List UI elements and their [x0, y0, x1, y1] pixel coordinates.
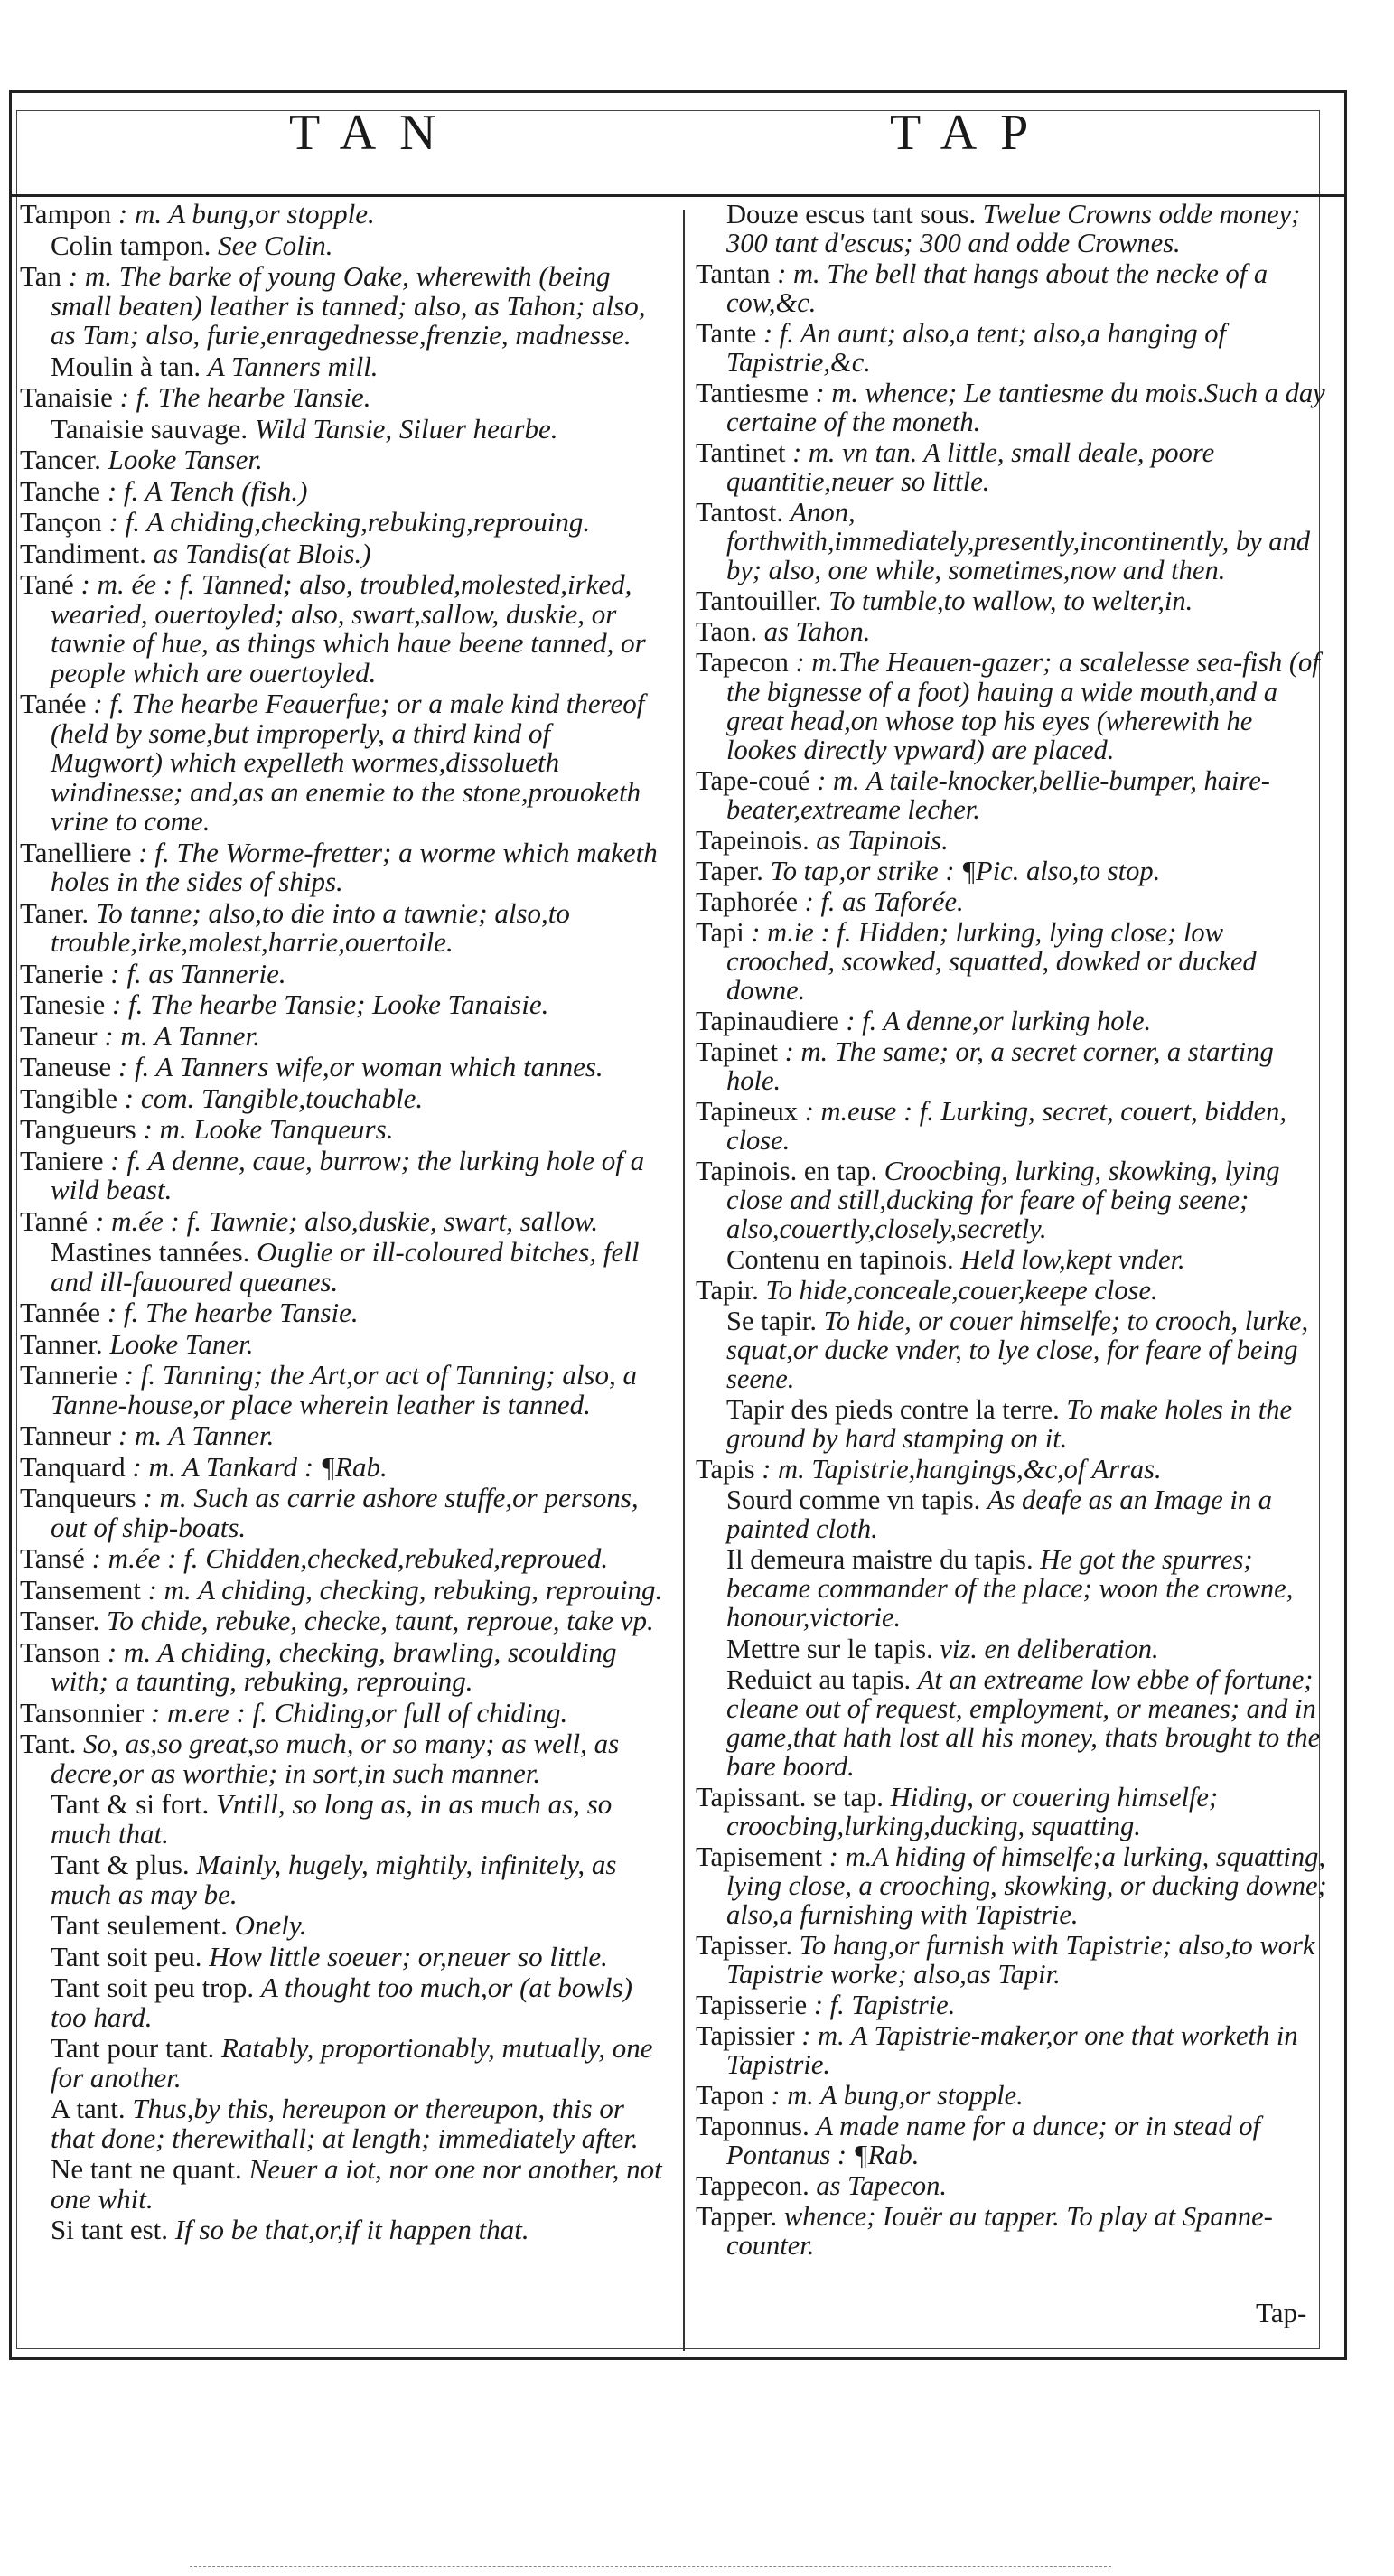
entry-definition: : m.ée : f. Tawnie; also,duskie, swart, sallow. — [95, 1204, 599, 1237]
dictionary-entry — [696, 2112, 1328, 2169]
dictionary-entry — [20, 2034, 663, 2093]
entry-headword: Tantiesme — [696, 378, 809, 409]
dictionary-entry — [696, 2021, 1328, 2079]
entry-headword: Tannée — [20, 1297, 101, 1328]
dictionary-entry — [20, 1973, 663, 2032]
dictionary-entry — [696, 1097, 1328, 1155]
footer-trim-line — [190, 2566, 1111, 2567]
entry-headword: Tantouiller. — [696, 585, 822, 617]
entry-definition: To tumble,to wallow, to welter,in. — [828, 585, 1193, 617]
entry-definition: At an extreame low ebbe of fortune; cleane out of request, employment, or meanes; and in game,that hath lost all his money, thats brought to the bare boord. — [726, 1663, 1321, 1782]
dictionary-entry — [20, 1729, 663, 1788]
dictionary-entry — [696, 648, 1328, 763]
dictionary-entry — [696, 1665, 1328, 1781]
entry-headword: Si tant est. — [51, 2214, 169, 2245]
entry-headword: Tampon — [20, 198, 112, 229]
entry-headword: Tant pour tant. — [51, 2032, 215, 2064]
entry-headword: Tante — [696, 318, 757, 350]
entry-headword: Tant soit peu. — [51, 1940, 202, 1972]
dictionary-entry — [696, 1455, 1328, 1484]
entry-headword: Tapisser. — [696, 1929, 793, 1961]
dictionary-entry — [696, 857, 1328, 885]
entry-definition: Thus,by this, hereupon or thereupon, this or that done; therewithall; at length; immediately after. — [51, 2093, 639, 2154]
entry-definition: Looke Tanser. — [108, 444, 263, 475]
entry-definition: : m. Looke Tanqueurs. — [143, 1113, 394, 1145]
entry-headword: Tansonnier — [20, 1696, 145, 1728]
dictionary-entry — [20, 1361, 663, 1419]
entry-definition: as Tapinois. — [816, 824, 949, 856]
entry-definition: Ouglie or ill-coloured bitches, fell and ill-fauoured queanes. — [51, 1236, 640, 1297]
entry-definition: : m. vn tan. A little, small deale, poore quantitie,neuer so little. — [726, 437, 1215, 498]
entry-headword: Tansé — [20, 1542, 85, 1574]
entry-headword: Taponnus. — [696, 2111, 809, 2141]
entry-definition: : m.euse : f. Lurking, secret, couert, bidden, close. — [726, 1095, 1287, 1156]
entry-definition: : f. The hearbe Tansie. — [107, 1297, 359, 1328]
entry-definition: : m. A Tanner. — [117, 1419, 275, 1451]
entry-headword: Tanaisie — [20, 381, 113, 413]
entry-definition: See Colin. — [218, 229, 333, 261]
entry-definition: : f. A Tanners wife,or woman which tannes. — [117, 1051, 603, 1082]
entry-definition: : f. Tanning; the Art,or act of Tanning; also, a Tanne-house,or place wherein leather is tanned. — [51, 1359, 637, 1420]
entry-definition: : com. Tangible,touchable. — [124, 1082, 424, 1114]
entry-definition: : f. The hearbe Tansie. — [119, 381, 371, 413]
entry-headword: Tappecon. — [696, 2170, 809, 2202]
entry-definition: : f. A Tench (fish.) — [107, 474, 308, 507]
dictionary-entry — [696, 918, 1328, 1005]
entry-headword: Taner. — [20, 896, 89, 929]
dictionary-entry — [696, 379, 1328, 436]
dictionary-entry — [696, 1037, 1328, 1095]
dictionary-entry — [20, 1790, 663, 1849]
column-divider — [683, 210, 685, 2351]
entry-definition: Looke Taner. — [109, 1327, 254, 1360]
entry-definition: : f. An aunt; also,a tent; also,a hanging of Tapistrie,&c. — [726, 318, 1226, 379]
entry-definition: He got the spurres; became commander of the place; woon the crowne, honour,victorie. — [726, 1544, 1294, 1634]
dictionary-entry — [20, 896, 663, 958]
entry-headword: Tant soit peu trop. — [51, 1972, 255, 2003]
entry-headword: Tanné — [20, 1204, 89, 1237]
dictionary-entry — [696, 766, 1328, 824]
entry-headword: Contenu en tapinois. — [726, 1244, 954, 1276]
right-column — [696, 200, 1328, 2262]
entry-headword: Tanneur — [20, 1419, 112, 1451]
dictionary-entry — [20, 957, 663, 989]
entry-definition: : f. The hearbe Feauerfue; or a male kind thereof (held by some,but improperly, a third kind of Mugwort) which expelleth wormes,dissolueth windinesse; and,as an enemie to the stone,prouoketh vrine to come. — [51, 688, 645, 837]
entry-definition: : m.ie : f. Hidden; lurking, lying close; low crooched, scowked, squatted, dowked or ducked downe. — [726, 916, 1257, 1006]
entry-headword: Tapis — [696, 1454, 755, 1485]
entry-headword: Tancer. — [20, 444, 101, 475]
dictionary-entry — [696, 1276, 1328, 1305]
entry-headword: Tané — [20, 568, 74, 600]
entry-definition: A Tanners mill. — [207, 350, 379, 382]
entry-definition: viz. en deliberation. — [940, 1633, 1159, 1664]
entry-definition: : m. The bell that hangs about the necke of a cow,&c. — [726, 258, 1268, 319]
dictionary-entry — [20, 1019, 663, 1052]
entry-definition: If so be that,or,if it happen that. — [174, 2214, 529, 2245]
dictionary-entry — [20, 1421, 663, 1451]
dictionary-entry — [20, 412, 663, 445]
entry-definition: How little soeuer; or,neuer so little. — [209, 1940, 608, 1972]
entry-headword: Tant. — [20, 1728, 77, 1759]
entry-headword: Tape-coué — [696, 764, 810, 796]
dictionary-entry — [696, 2081, 1328, 2110]
entry-headword: Tanche — [20, 474, 101, 507]
entry-definition: A thought too much,or (at bowls) too hard. — [51, 1972, 632, 2033]
entry-definition: Onely. — [234, 1909, 307, 1941]
dictionary-entry — [20, 383, 663, 413]
dictionary-entry — [696, 200, 1328, 258]
entry-definition: Anon, forthwith,immediately,presently,incontinently, by and by; also, one while, sometimes,now and then. — [726, 497, 1311, 586]
entry-definition: Twelue Crowns odde money; 300 tant d'escus; 300 and odde Crownes. — [726, 199, 1301, 259]
dictionary-entry — [696, 887, 1328, 916]
entry-headword: Tapineux — [696, 1095, 799, 1127]
entry-definition: To hide,conceale,couer,keepe close. — [765, 1275, 1158, 1307]
entry-headword: Sourd comme vn tapis. — [726, 1485, 981, 1516]
entry-headword: Taneuse — [20, 1051, 112, 1082]
dictionary-entry — [696, 2202, 1328, 2260]
dictionary-entry — [696, 826, 1328, 855]
entry-definition: : f. A denne,or lurking hole. — [846, 1005, 1152, 1036]
entry-headword: Tapir. — [696, 1275, 759, 1307]
entry-definition: as Tahon. — [763, 616, 871, 648]
dictionary-entry — [696, 1783, 1328, 1841]
entry-headword: Tannerie — [20, 1359, 117, 1391]
entry-headword: Tanser. — [20, 1605, 100, 1636]
entry-definition: : m. A bung,or stopple. — [117, 198, 375, 229]
entry-definition: whence; Iouër au tapper. To play at Spanne-counter. — [726, 2201, 1273, 2262]
dictionary-entry — [20, 1850, 663, 1909]
entry-definition: : f. The hearbe Tansie; Looke Tanaisie. — [111, 988, 549, 1020]
dictionary-entry — [20, 2094, 663, 2153]
entry-headword: Tapon — [696, 2079, 764, 2111]
entry-definition: To hide, or couer himselfe; to crooch, lurke, squat,or ducke vnder, to lye close, for feare of being seene. — [726, 1306, 1309, 1395]
entry-headword: Taon. — [696, 616, 758, 648]
dictionary-entry — [696, 319, 1328, 377]
running-head-left: TAN — [289, 105, 460, 161]
catchword: Tap- — [1256, 2297, 1307, 2328]
entry-headword: Taniere — [20, 1144, 104, 1176]
dictionary-entry — [696, 438, 1328, 496]
entry-headword: Tapecon — [696, 647, 789, 679]
entry-headword: Tantinet — [696, 437, 786, 469]
entry-definition: : f. as Tannerie. — [110, 957, 286, 989]
dictionary-entry — [20, 1606, 663, 1636]
entry-headword: Tanson — [20, 1635, 101, 1668]
entry-definition: Wild Tansie, Siluer hearbe. — [254, 412, 558, 445]
dictionary-entry — [20, 1204, 663, 1237]
entry-definition: : m.A hiding of himselfe;a lurking, squatting, lying close, a crooching, skowking, or ducking downe; also,a furnishing with Tapistrie. — [726, 1841, 1327, 1930]
entry-definition: Ratably, proportionably, mutually, one for another. — [51, 2032, 653, 2094]
entry-headword: Taneur — [20, 1019, 98, 1052]
running-head-right: TAP — [890, 105, 1053, 161]
entry-definition: : m. The same; or, a secret corner, a starting hole. — [726, 1035, 1274, 1096]
entry-headword: Tanée — [20, 688, 87, 719]
entry-definition: : m. ée : f. Tanned; also, troubled,molested,irked, wearied, ouertoyled; also, swart,sallow, duskie, or tawnie of hue, as things which haue beene tanned, or people which are ouertoyled. — [51, 568, 646, 688]
entry-definition: : f. The Worme-fretter; a worme which maketh holes in the sides of ships. — [51, 836, 658, 897]
dictionary-entry — [696, 586, 1328, 615]
dictionary-entry — [20, 1298, 663, 1328]
entry-headword: Tansement — [20, 1573, 141, 1606]
entry-headword: Taphorée — [696, 885, 799, 917]
dictionary-entry — [20, 1573, 663, 1606]
entry-definition: : m. A Tankard : ¶Rab. — [132, 1450, 388, 1483]
entry-definition: : m. Tapistrie,hangings,&c,of Arras. — [762, 1454, 1162, 1485]
entry-headword: Tant & si fort. — [51, 1788, 210, 1820]
entry-definition: : m. A bung,or stopple. — [771, 2079, 1024, 2111]
dictionary-entry — [20, 508, 663, 538]
dictionary-entry — [696, 1395, 1328, 1453]
entry-headword: Il demeura maistre du tapis. — [726, 1544, 1034, 1576]
dictionary-entry — [20, 1544, 663, 1574]
entry-definition: : m.ée : f. Chidden,checked,rebuked,reproued. — [91, 1542, 609, 1574]
entry-headword: Tapinaudiere — [696, 1005, 839, 1036]
entry-definition: : m. A taile-knocker,bellie-bumper, haire-beater,extreame lecher. — [726, 764, 1270, 825]
dictionary-entry — [20, 990, 663, 1020]
entry-headword: Tangible — [20, 1082, 118, 1114]
entry-definition: Held low,kept vnder. — [960, 1244, 1185, 1276]
entry-definition: : m. A Tapistrie-maker,or one that worketh in Tapistrie. — [726, 2019, 1298, 2080]
dictionary-entry — [696, 1545, 1328, 1632]
entry-headword: Tant & plus. — [51, 1849, 190, 1880]
dictionary-entry — [696, 1991, 1328, 2019]
dictionary-entry — [20, 445, 663, 475]
dictionary-entry — [20, 352, 663, 382]
dictionary-entry — [20, 1144, 663, 1205]
dictionary-entry — [20, 1696, 663, 1728]
dictionary-entry — [20, 1911, 663, 1941]
entry-definition: So, as,so great,so much, or so many; as well, as decre,or as worthie; in sort,in such manner. — [51, 1728, 620, 1789]
dictionary-entry — [20, 1327, 663, 1360]
dictionary-entry — [20, 1940, 663, 1972]
dictionary-entry — [20, 200, 663, 229]
dictionary-entry — [20, 474, 663, 507]
dictionary-entry — [696, 259, 1328, 317]
entry-definition: : m.ere : f. Chiding,or full of chiding. — [151, 1696, 568, 1728]
entry-headword: Se tapir. — [726, 1306, 817, 1337]
entry-definition: To tanne; also,to die into a tawnie; also,to trouble,irke,molest,harrie,ouertoile. — [51, 896, 570, 958]
dictionary-entry — [20, 1484, 663, 1542]
dictionary-entry — [20, 2215, 663, 2245]
dictionary-entry — [20, 1238, 663, 1297]
dictionary-entry — [20, 262, 663, 351]
entry-headword: A tant. — [51, 2093, 126, 2124]
entry-definition: : f. A chiding,checking,rebuking,reprouing. — [108, 506, 591, 538]
entry-headword: Colin tampon. — [51, 229, 211, 261]
dictionary-entry — [696, 1157, 1328, 1243]
entry-definition: Vntill, so long as, in as much as, so much that. — [51, 1788, 613, 1850]
entry-definition: : m. Such as carrie ashore stuffe,or persons, out of ship-boats. — [51, 1482, 639, 1543]
dictionary-entry — [20, 2155, 663, 2214]
entry-definition: : m.The Heauen-gazer; a scalelesse sea-fish (of the bignesse of a foot) hauing a wide mouth,and a great head,on whose top his eyes (wherewith he lookes directly vpward) are placed. — [726, 647, 1320, 765]
entry-headword: Tapinois. en tap. — [696, 1156, 878, 1186]
entry-headword: Tandiment. — [20, 537, 146, 569]
entry-definition: As deafe as an Image in a painted cloth. — [726, 1485, 1272, 1545]
entry-definition: : m. whence; Le tantiesme du mois.Such a day certaine of the moneth. — [726, 378, 1325, 438]
entry-definition: A made name for a dunce; or in stead of Pontanus : ¶Rab. — [726, 2111, 1261, 2171]
entry-definition: To make holes in the ground by hard stamping on it. — [726, 1394, 1293, 1455]
entry-definition: as Tandis(at Blois.) — [153, 537, 371, 569]
dictionary-entry — [20, 1084, 663, 1114]
entry-definition: : f. as Taforée. — [804, 885, 964, 917]
entry-definition: : f. A denne, caue, burrow; the lurking hole of a wild beast. — [51, 1144, 645, 1205]
dictionary-entry — [20, 838, 663, 897]
entry-definition: To chide, rebuke, checke, taunt, reproue, take vp. — [106, 1605, 654, 1636]
dictionary-entry — [696, 617, 1328, 646]
entry-headword: Tanqueurs — [20, 1482, 136, 1513]
entry-headword: Tapisserie — [696, 1989, 808, 2020]
entry-definition: Neuer a iot, nor one nor another, not one whit. — [51, 2153, 662, 2215]
entry-headword: Tanelliere — [20, 836, 132, 868]
entry-headword: Mastines tannées. — [51, 1236, 250, 1268]
entry-definition: Hiding, or couering himselfe; croocbing,lurking,ducking, squatting. — [726, 1781, 1219, 1841]
entry-headword: Tan — [20, 260, 62, 292]
dictionary-entry — [696, 1842, 1328, 1929]
entry-headword: Tapi — [696, 916, 744, 948]
dictionary-entry — [20, 1635, 663, 1697]
dictionary-entry — [696, 1485, 1328, 1543]
entry-definition: : m. A chiding, checking, rebuking, reprouing. — [147, 1573, 663, 1606]
header-rule — [12, 194, 1344, 197]
dictionary-entry — [696, 1007, 1328, 1035]
entry-definition: : m. A Tanner. — [104, 1019, 260, 1052]
entry-headword: Taper. — [696, 855, 763, 886]
entry-headword: Tanner. — [20, 1327, 103, 1360]
entry-headword: Tangueurs — [20, 1113, 136, 1145]
entry-headword: Reduict au tapis. — [726, 1663, 912, 1695]
entry-headword: Tanerie — [20, 957, 104, 989]
dictionary-entry — [20, 539, 663, 569]
entry-headword: Tanaisie sauvage. — [51, 412, 248, 445]
entry-headword: Tapir des pieds contre la terre. — [726, 1394, 1060, 1426]
dictionary-entry — [696, 1245, 1328, 1274]
entry-definition: as Tapecon. — [816, 2170, 947, 2202]
entry-headword: Tantan — [696, 258, 771, 290]
dictionary-entry — [20, 689, 663, 837]
entry-headword: Tant seulement. — [51, 1909, 228, 1941]
left-column — [20, 200, 663, 2247]
entry-headword: Mettre sur le tapis. — [726, 1633, 933, 1664]
entry-headword: Tanquard — [20, 1450, 126, 1483]
dictionary-entry — [20, 231, 663, 261]
entry-headword: Tapissier — [696, 2019, 795, 2051]
entry-headword: Tapinet — [696, 1035, 779, 1067]
entry-headword: Tanesie — [20, 988, 106, 1020]
entry-headword: Tantost. — [696, 497, 783, 529]
dictionary-entry — [696, 1931, 1328, 1989]
entry-definition: : m. A chiding, checking, brawling, scoulding with; a taunting, rebuking, reprouing. — [51, 1635, 617, 1697]
entry-headword: Tapper. — [696, 2201, 778, 2233]
dictionary-entry — [20, 570, 663, 688]
dictionary-entry — [20, 1450, 663, 1483]
dictionary-entry — [696, 2171, 1328, 2200]
entry-headword: Douze escus tant sous. — [726, 199, 977, 229]
entry-definition: : f. Tapistrie. — [813, 1989, 956, 2020]
entry-headword: Tapeinois. — [696, 824, 809, 856]
entry-definition: To tap,or strike : ¶Pic. also,to stop. — [770, 855, 1161, 886]
dictionary-entry — [696, 498, 1328, 585]
dictionary-entry — [20, 1053, 663, 1082]
entry-headword: Tançon — [20, 506, 102, 538]
entry-definition: : m. The barke of young Oake, wherewith (being small beaten) leather is tanned; also, as Tahon; also, as Tam; also, furie,enragednesse,frenzie, madnesse. — [51, 260, 646, 351]
dictionary-entry — [696, 1635, 1328, 1663]
dictionary-entry — [696, 1307, 1328, 1393]
entry-headword: Tapisement — [696, 1841, 823, 1872]
entry-headword: Ne tant ne quant. — [51, 2153, 242, 2185]
entry-definition: Croocbing, lurking, skowking, lying close and still,ducking for feare of being seene; also,couertly,closely,secretly. — [726, 1156, 1280, 1245]
entry-definition: Mainly, hugely, mightily, infinitely, as much as may be. — [51, 1849, 617, 1910]
entry-headword: Tapissant. se tap. — [696, 1781, 884, 1813]
entry-definition: To hang,or furnish with Tapistrie; also,to work Tapistrie worke; also,as Tapir. — [726, 1929, 1315, 1990]
entry-headword: Moulin à tan. — [51, 350, 201, 382]
dictionary-entry — [20, 1115, 663, 1145]
